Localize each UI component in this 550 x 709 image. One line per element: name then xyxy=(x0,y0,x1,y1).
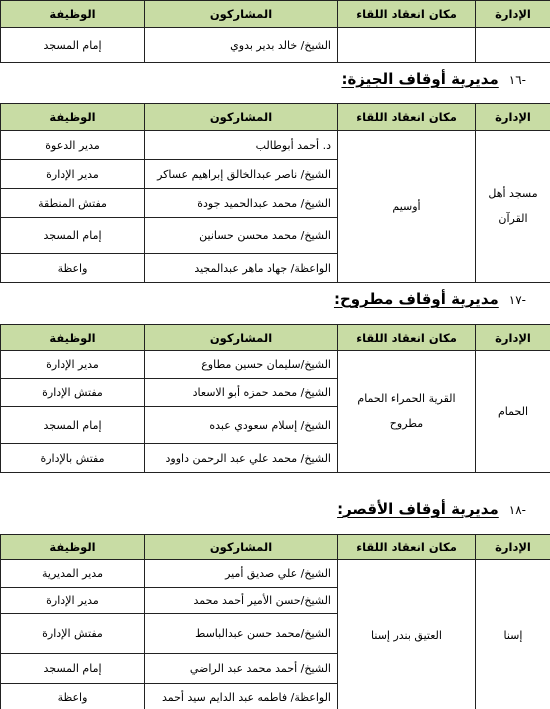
place-cell: أوسيم xyxy=(338,131,476,283)
participant-name: الشيخ/ محمد عبدالحميد جودة xyxy=(145,189,338,218)
table-row xyxy=(1,351,550,379)
header-place: مكان انعقاد اللقاء xyxy=(338,104,476,131)
participant-name: الشيخ/ إسلام سعودي عبده xyxy=(145,407,338,444)
table-row xyxy=(1,560,550,588)
participant-role: مفتش الإدارة xyxy=(1,379,145,407)
title-colon: : xyxy=(333,290,340,308)
header-role: الوظيفة xyxy=(1,104,145,131)
section-18-heading xyxy=(337,500,526,518)
participant-role: مفتش المنطقة xyxy=(1,189,145,218)
table-luxor xyxy=(0,534,550,709)
participant-role: إمام المسجد xyxy=(1,28,145,63)
participant-role: مدير الدعوة xyxy=(1,131,145,160)
header-participants: المشاركون xyxy=(145,1,338,28)
participant-role: مفتش بالإدارة xyxy=(1,444,145,473)
section-number: -١٧ xyxy=(508,293,526,307)
participant-name: الشيخ/حسن الأمير أحمد محمد xyxy=(145,588,338,614)
admin-cell: إسنا xyxy=(476,560,550,709)
place-cell xyxy=(338,28,476,63)
header-admin: الإدارة xyxy=(476,104,550,131)
participant-role: إمام المسجد xyxy=(1,218,145,254)
table-row xyxy=(1,28,550,63)
section-16-heading xyxy=(341,70,526,88)
admin-cell: الحمام xyxy=(476,351,550,473)
participant-role: مدير المديرية xyxy=(1,560,145,588)
header-role: الوظيفة xyxy=(1,535,145,560)
section-number: -١٦ xyxy=(508,73,526,87)
header-role: الوظيفة xyxy=(1,1,145,28)
participant-name: الشيخ/ محمد علي عبد الرحمن داوود xyxy=(145,444,338,473)
title-colon: : xyxy=(337,500,344,518)
table-previous-section xyxy=(0,0,550,63)
section-title: مديرية أوقاف الجيزة xyxy=(347,70,499,88)
section-title: مديرية أوقاف مطروح xyxy=(339,290,499,308)
header-place: مكان انعقاد اللقاء xyxy=(338,1,476,28)
header-participants: المشاركون xyxy=(145,535,338,560)
table-giza xyxy=(0,103,550,283)
header-place: مكان انعقاد اللقاء xyxy=(338,535,476,560)
participant-name: الواعظة/ فاطمه عبد الدايم سيد أحمد xyxy=(145,684,338,709)
section-number: -١٨ xyxy=(508,503,526,517)
participant-role: مدير الإدارة xyxy=(1,588,145,614)
participant-name: الشيخ/ محمد محسن حسانين xyxy=(145,218,338,254)
place-cell: القرية الحمراء الحمام مطروح xyxy=(338,351,476,473)
admin-cell: مسجد أهل القرآن xyxy=(476,131,550,283)
participant-role: مدير الإدارة xyxy=(1,160,145,189)
participant-name: الشيخ/ علي صديق أمير xyxy=(145,560,338,588)
table-matrouh xyxy=(0,324,550,473)
participant-name: الشيخ/محمد حسن عبدالباسط xyxy=(145,614,338,654)
participant-name: الشيخ/ محمد حمزه أبو الاسعاد xyxy=(145,379,338,407)
header-admin: الإدارة xyxy=(476,1,550,28)
participant-role: مفتش الإدارة xyxy=(1,614,145,654)
header-admin: الإدارة xyxy=(476,325,550,351)
participant-name: الواعظة/ جهاد ماهر عبدالمجيد xyxy=(145,254,338,283)
table-row xyxy=(1,131,550,160)
header-participants: المشاركون xyxy=(145,104,338,131)
participant-name: د. أحمد أبوطالب xyxy=(145,131,338,160)
section-17-heading xyxy=(334,290,526,308)
participant-role: مدير الإدارة xyxy=(1,351,145,379)
participant-name: الشيخ/ خالد بدير بدوي xyxy=(145,28,338,63)
section-title: مديرية أوقاف الأقصر xyxy=(343,500,499,518)
participant-role: إمام المسجد xyxy=(1,407,145,444)
header-admin: الإدارة xyxy=(476,535,550,560)
participant-name: الشيخ/سليمان حسين مطاوع xyxy=(145,351,338,379)
participant-role: واعظة xyxy=(1,684,145,709)
header-place: مكان انعقاد اللقاء xyxy=(338,325,476,351)
header-role: الوظيفة xyxy=(1,325,145,351)
participant-name: الشيخ/ ناصر عبدالخالق إبراهيم عساكر xyxy=(145,160,338,189)
header-participants: المشاركون xyxy=(145,325,338,351)
admin-cell xyxy=(476,28,550,63)
participant-name: الشيخ/ أحمد محمد عبد الراضي xyxy=(145,654,338,684)
title-colon: : xyxy=(341,70,348,88)
participant-role: واعظة xyxy=(1,254,145,283)
participant-role: إمام المسجد xyxy=(1,654,145,684)
place-cell: العتيق بندر إسنا xyxy=(338,560,476,709)
